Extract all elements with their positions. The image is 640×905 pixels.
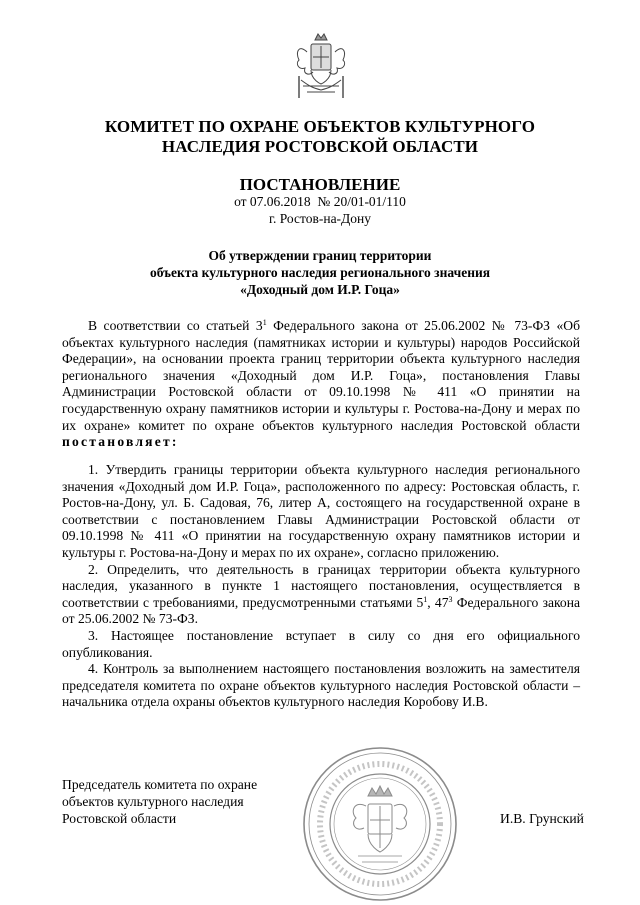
item-2-text-c: Федерального закона от 25.06.2002 № 73-ФЗ.: [62, 594, 581, 627]
item-2-sup-2: 3: [448, 594, 453, 604]
subject-line-3: «Доходный дом И.Р. Гоца»: [240, 282, 400, 297]
decree-date-line: [60, 194, 580, 210]
preamble-sup: 1: [262, 318, 267, 327]
preamble-text-a: В соответствии со статьей 3: [88, 318, 263, 333]
signatory-name: И.В. Грунский: [500, 811, 584, 826]
item-3: 3. Настоящее постановление вступает в силу со дня его официального опубликования.: [62, 627, 580, 660]
subject-line-2: объекта культурного наследия регионального значения: [149, 265, 491, 280]
decree-subject: [80, 247, 560, 298]
preamble: [62, 318, 580, 451]
preamble-text-b: Федерального закона от 25.06.2002 № 73-ФЗ «Об объектах культурного наследия (памятниках истории и культуры) народов Российской Федерации», на основании проекта границ территории объекта культурного наследия регионального значения «Доходный дом И.Р. Гоца», постановления Главы Администрации Ростовской области от 09.10.1998 № 411 «О принятии на государственную охрану памятников истории и культуры г. Ростова-на-Дону и мерах по их охране» комитет по охране объектов культурного наследия Ростовской области: [62, 318, 580, 433]
subject-line-1: Об утверждении границ территории: [208, 248, 432, 263]
official-seal-icon: [300, 744, 460, 904]
item-2-text-a: 2. Определить, что деятельность в границах территории объекта культурного наследия, указанного в пункте 1 настоящего постановления, осуществляется в соответствии с требованиями, предусмотренными статьями 5: [62, 561, 580, 610]
decree-number: 20/01-01/110: [333, 194, 406, 209]
position-line-1: Председатель комитета по охране: [62, 777, 258, 792]
item-2-text-b: , 47: [427, 594, 449, 610]
item-1: 1. Утвердить границы территории объекта культурного наследия регионального значения «Доходный дом И.Р. Гоца», расположенного по адресу: Ростовская область, г. Ростов-на-Дону, ул. Б. Садовая, 76, литер А, состоящего на государственной охране в соответствии с постановлением Главы Администрации Ростовской области от 09.10.1998 № 411 «О принятии на государственную охрану памятников истории и культуры г. Ростова-на-Дону и мерах по их охране», согласно приложению.: [62, 462, 580, 560]
committee-name: [60, 117, 580, 157]
item-2-sup-1: 1: [423, 594, 428, 604]
item-2: [62, 562, 580, 628]
position-line-3: Ростовской области: [62, 811, 177, 826]
coat-of-arms-icon: [293, 30, 349, 102]
committee-line-2: НАСЛЕДИЯ РОСТОВСКОЙ ОБЛАСТИ: [161, 137, 479, 156]
date-prefix: от: [234, 194, 247, 209]
number-sign: №: [317, 194, 331, 209]
decree-city: г. Ростов-на-Дону: [268, 211, 371, 226]
item-4: 4. Контроль за выполнением настоящего постановления возложить на заместителя председателя комитета по охране объектов культурного наследия Ростовской области – начальника отдела охраны объектов культурного наследия Коробову И.В.: [62, 661, 580, 710]
committee-line-1: КОМИТЕТ ПО ОХРАНЕ ОБЪЕКТОВ КУЛЬТУРНОГО: [104, 117, 536, 136]
resolves-word: постановляет:: [62, 434, 179, 450]
decree-title: ПОСТАНОВЛЕНИЕ: [239, 175, 401, 194]
decree-date: 07.06.2018: [249, 194, 311, 209]
position-line-2: объектов культурного наследия: [62, 794, 244, 809]
resolution-items: [62, 462, 580, 711]
signatory-position: [62, 776, 257, 827]
